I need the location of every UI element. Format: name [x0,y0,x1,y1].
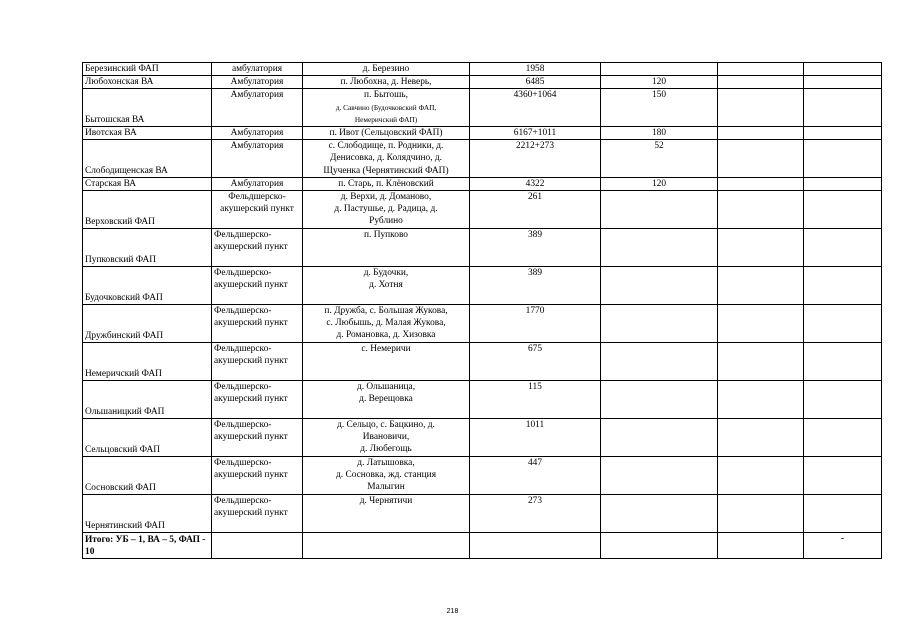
extra-cell [804,63,882,76]
extra-cell [718,76,804,89]
capacity-cell [601,381,718,419]
extra-cell [718,457,804,495]
facility-type-cell: Амбулатория [212,140,303,178]
settlement-line: Щученка (Чернятинский ФАП) [323,165,449,176]
settlement-line: д. Ольшаница, [356,382,416,393]
population-cell: 1770 [470,305,601,343]
settlement-line: с. Любышь, д. Малая Жукова, [326,318,446,329]
table-row [83,267,882,305]
served-settlements-cell [303,343,470,381]
table-row [83,140,882,178]
facility-name-cell: Итого: УБ – 1, ВА – 5, ФАП - 10 [83,533,212,559]
settlement-line: Рублино [369,216,403,227]
population-cell: 1011 [470,419,601,457]
capacity-cell: 180 [601,127,718,140]
settlement-line: д. Чернятичи [359,496,413,507]
page-number: 218 [446,608,459,615]
extra-cell [718,305,804,343]
capacity-cell [601,419,718,457]
table-row [83,127,882,140]
extra-cell [804,191,882,229]
facility-type-cell: Фельдшерско-акушерский пункт [212,419,303,457]
settlement-line: д. Березино [362,64,410,74]
facility-type-cell: Амбулатория [212,76,303,89]
settlement-line: д. Хотня [369,280,403,291]
served-settlements-cell [303,533,470,559]
facility-type-cell: Амбулатория [212,127,303,140]
facility-name-cell: Слободищенская ВА [83,140,212,178]
extra-cell [718,229,804,267]
population-cell: 6167+1011 [470,127,601,140]
facility-type-cell [212,533,303,559]
facility-name-cell: Ольшаницкий ФАП [83,381,212,419]
table-row [83,343,882,381]
extra-cell [804,177,882,190]
facility-name-cell: Пупковский ФАП [83,229,212,267]
extra-cell [804,495,882,533]
extra-cell [804,267,882,305]
served-settlements-cell [303,76,470,89]
population-cell: 6485 [470,76,601,89]
capacity-cell [601,63,718,76]
facilities-table [82,62,882,559]
settlement-line: д. Латышовка, [357,458,415,469]
extra-cell [718,343,804,381]
population-cell: 389 [470,267,601,305]
capacity-cell [601,229,718,267]
extra-cell [718,140,804,178]
table-row [83,457,882,495]
table-row [83,381,882,419]
extra-cell [718,533,804,559]
facility-name-cell: Верховский ФАП [83,191,212,229]
population-cell: 273 [470,495,601,533]
population-cell: 675 [470,343,601,381]
facility-name-cell: Будочковский ФАП [83,267,212,305]
served-settlements-cell [303,191,470,229]
population-cell [470,533,601,559]
settlement-line: д. Любегощь [360,444,412,455]
capacity-cell [601,267,718,305]
table-row [83,177,882,190]
table-row [83,89,882,127]
extra-cell [718,127,804,140]
extra-cell [804,457,882,495]
facility-name-cell: Чернятинский ФАП [83,495,212,533]
settlement-line: п. Пупково [364,230,408,241]
extra-cell [718,89,804,127]
extra-cell [804,381,882,419]
table-row [83,76,882,89]
settlement-line: Денисовка, д. Колядчино, д. [329,153,443,164]
population-cell: 115 [470,381,601,419]
settlement-line: с. Слободище, п. Родники, д. [328,141,444,152]
served-settlements-cell [303,305,470,343]
served-settlements-cell [303,381,470,419]
table-row [83,419,882,457]
table-row [83,229,882,267]
served-settlements-cell [303,229,470,267]
table-row [83,495,882,533]
served-settlements-cell [303,419,470,457]
settlement-line: д. Савчино (Будочковский ФАП, [335,102,437,112]
capacity-cell: 120 [601,177,718,190]
facility-name-cell: Любохонская ВА [83,76,212,89]
capacity-cell [601,343,718,381]
settlement-line: д. Верхи, д. Доманово, [340,192,432,203]
facility-type-cell: Фельдшерско-акушерский пункт [212,495,303,533]
extra-cell [804,140,882,178]
table-body [83,63,882,559]
served-settlements-cell [303,457,470,495]
facility-name-cell: Березинский ФАП [83,63,212,76]
facility-name-cell: Старская ВА [83,177,212,190]
extra-cell [718,177,804,190]
extra-cell [804,419,882,457]
capacity-cell [601,191,718,229]
extra-cell [804,89,882,127]
settlement-line: д. Пастушье, д. Радица, д. [334,204,438,215]
settlement-line: Немеричский ФАП) [354,114,418,124]
facility-type-cell: Амбулатория [212,89,303,127]
capacity-cell: 52 [601,140,718,178]
facility-name-cell: Сосновский ФАП [83,457,212,495]
facility-type-cell: Фельдшерско-акушерский пункт [212,457,303,495]
population-cell: 1958 [470,63,601,76]
settlement-line: п. Старь, п. Клёновский [338,178,434,189]
settlement-line: п. Бытошь, [364,90,408,101]
capacity-cell [601,495,718,533]
settlement-line: Малыгин [367,482,405,493]
table-row [83,305,882,343]
table-row [83,191,882,229]
population-cell: 4360+1064 [470,89,601,127]
extra-cell [718,419,804,457]
population-cell: 389 [470,229,601,267]
capacity-cell [601,305,718,343]
settlement-line: п. Ивот (Сельцовский ФАП) [329,128,443,139]
facility-type-cell: Фельдшерско-акушерский пункт [212,267,303,305]
settlement-line: д. Сосновка, жд. станция [335,470,437,481]
facility-type-cell: амбулатория [212,63,303,76]
table-row [83,63,882,76]
served-settlements-cell [303,177,470,190]
extra-cell [718,63,804,76]
facility-type-cell: Фельдшерско-акушерский пункт [212,305,303,343]
extra-cell [804,229,882,267]
population-cell: 447 [470,457,601,495]
facility-type-cell: Фельдшерско-акушерский пункт [212,191,303,229]
facility-type-cell: Фельдшерско-акушерский пункт [212,229,303,267]
extra-cell [804,76,882,89]
settlement-line: Ивановичи, [362,432,410,443]
extra-cell: - [804,533,882,559]
extra-cell [718,191,804,229]
extra-cell [804,127,882,140]
facility-name-cell: Дружбинский ФАП [83,305,212,343]
served-settlements-cell [303,63,470,76]
capacity-cell: 120 [601,76,718,89]
extra-cell [804,305,882,343]
served-settlements-cell [303,495,470,533]
population-cell: 4322 [470,177,601,190]
settlement-line: д. Сельцо, с. Бацкино, д. [337,420,435,431]
extra-cell [718,495,804,533]
settlement-line: п. Любохна, д. Неверь, [340,77,432,88]
settlement-line: д. Романовка, д. Хизовка [336,330,436,341]
served-settlements-cell [303,127,470,140]
extra-cell [718,381,804,419]
extra-cell [718,267,804,305]
facility-type-cell: Фельдшерско-акушерский пункт [212,343,303,381]
population-cell: 2212+273 [470,140,601,178]
table-row [83,533,882,559]
settlement-line: д. Верещовка [359,394,413,405]
served-settlements-cell [303,89,470,127]
facility-name-cell: Сельцовский ФАП [83,419,212,457]
served-settlements-cell [303,140,470,178]
capacity-cell [601,457,718,495]
capacity-cell: 150 [601,89,718,127]
facility-name-cell: Ивотская ВА [83,127,212,140]
capacity-cell [601,533,718,559]
facility-name-cell: Немеричский ФАП [83,343,212,381]
population-cell: 261 [470,191,601,229]
settlement-line: п. Дружба, с. Большая Жукова, [324,306,448,317]
facility-type-cell: Амбулатория [212,177,303,190]
facility-name-cell: Бытошская ВА [83,89,212,127]
extra-cell [804,343,882,381]
served-settlements-cell [303,267,470,305]
settlement-line: д. Будочки, [363,268,409,279]
facility-type-cell: Фельдшерско-акушерский пункт [212,381,303,419]
settlement-line: с. Немеричи [361,344,411,355]
